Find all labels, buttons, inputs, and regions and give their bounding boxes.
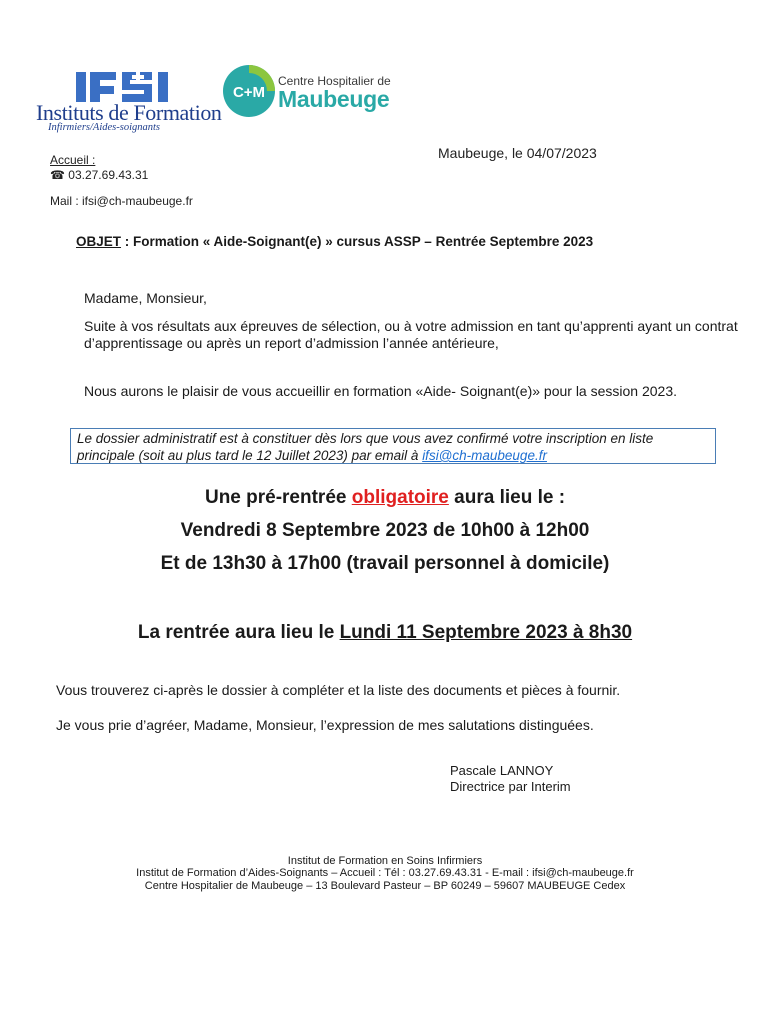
notice-box <box>70 428 716 464</box>
pre-rentree-text: Une pré-rentrée <box>204 487 352 508</box>
salutation: Madame, Monsieur, <box>84 290 207 306</box>
footer-line-1: Institut de Formation en Soins Infirmiers <box>287 855 483 867</box>
phone-number: ☎ 03.27.69.43.31 <box>50 168 149 182</box>
signatory-name: Pascale LANNOY <box>450 763 554 778</box>
ifsi-subtitle: Infirmiers/Aides-soignants <box>48 122 160 133</box>
ifsi-title: Instituts de Formation <box>36 100 222 125</box>
notice-text: Le dossier administratif est à constituer dès lors que vous avez confirmé votre inscription en liste principale (soit au plus tard le 12 Juillet 2023) par email à <box>77 431 654 463</box>
paragraph-suite: Suite à vos résultats aux épreuves de sélection, ou à votre admission en tant qu’apprenti ayant un contrat d’apprentissage ou après un report d’admission l’année antérieure, <box>84 318 738 351</box>
rentree-date: Lundi 11 Septembre 2023 à 8h30 <box>339 622 633 643</box>
accueil-label: Accueil : <box>50 153 96 167</box>
chm-logo-icon <box>222 64 276 118</box>
obligatoire-word: obligatoire <box>351 487 449 508</box>
ifsi-logo <box>36 66 222 136</box>
footer-line-2: Institut de Formation d’Aides-Soignants – Accueil : Tél : 03.27.69.43.31 - E-mail : ifsi@ch-maubeuge.fr <box>136 867 634 879</box>
rentree-heading <box>0 622 770 644</box>
paragraph-closing: Je vous prie d’agréer, Madame, Monsieur, l’expression de mes salutations distinguées. <box>56 717 594 733</box>
objet-text: : Formation « Aide-Soignant(e) » cursus ASSP – Rentrée Septembre 2023 <box>121 234 594 249</box>
chm-name: Maubeuge <box>278 86 390 112</box>
paragraph-vous: Vous trouverez ci-après le dossier à compléter et la liste des documents et pièces à fournir. <box>56 682 621 698</box>
signatory-title: Directrice par Interim <box>450 779 571 794</box>
mail-address: Mail : ifsi@ch-maubeuge.fr <box>50 194 193 208</box>
chm-top-text: Centre Hospitalier de <box>278 74 391 88</box>
objet-line <box>76 234 593 249</box>
pre-rentree-suffix: aura lieu le : <box>448 487 566 508</box>
pre-rentree-date: Vendredi 8 Septembre 2023 de 10h00 à 12h00 <box>180 520 590 541</box>
notice-email-link[interactable]: ifsi@ch-maubeuge.fr <box>422 448 547 463</box>
rentree-text: La rentrée aura lieu le <box>137 622 340 643</box>
letter-date: Maubeuge, le 04/07/2023 <box>438 145 597 161</box>
svg-text:C+M: C+M <box>232 84 266 101</box>
objet-label: OBJET <box>76 234 122 249</box>
footer-line-3: Centre Hospitalier de Maubeuge – 13 Boulevard Pasteur – BP 60249 – 59607 MAUBEUGE Cedex <box>144 880 626 892</box>
pre-rentree-afternoon: Et de 13h30 à 17h00 (travail personnel à domicile) <box>160 553 610 574</box>
paragraph-nous: Nous aurons le plaisir de vous accueillir en formation «Aide- Soignant(e)» pour la session 2023. <box>84 383 677 399</box>
chm-logo <box>220 58 410 124</box>
pre-rentree-heading <box>0 487 770 509</box>
